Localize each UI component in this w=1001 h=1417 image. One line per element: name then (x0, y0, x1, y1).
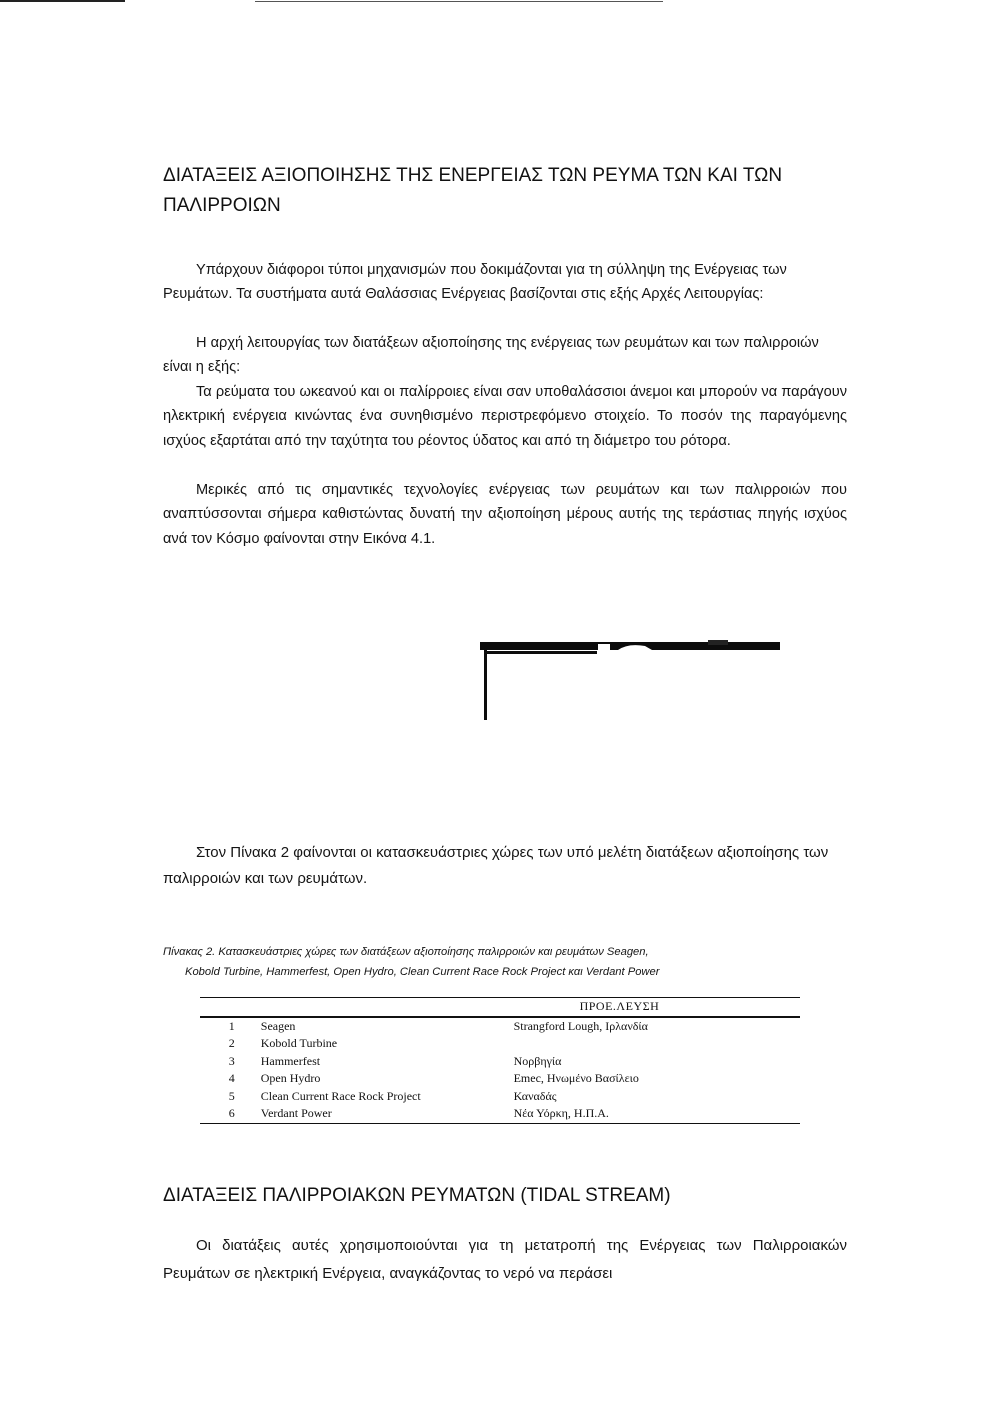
section-heading: ΔΙΑΤΑΞΕΙΣ ΑΞΙΟΠΟΙΗΣΗΣ ΤΗΣ ΕΝΕΡΓΕΙΑΣ ΤΩΝ ΡΕΥΜΑ ΤΩΝ ΚΑΙ ΤΩΝ ΠΑΛΙΡΡΟΙΩΝ (163, 165, 783, 216)
header-name (261, 998, 514, 1017)
row-origin: Νέα Υόρκη, Η.Π.Α. (513, 1106, 609, 1120)
paragraph-ocean-currents: Τα ρεύματα του ωκεανού και οι παλίρροιες είναι σαν υποθαλάσσιοι άνεμοι και μπορούν να παράγουν ηλεκτρική ενέργεια κινώντας ένα συνηθισμένο περιστρεφόμενο στοιχείο. Το ποσόν της παραγόμενης ισχύος εξαρτάται από την ταχύτητα του ρέοντος ύδατος και από τη διάμετρο του ρότορα. (163, 384, 847, 449)
table-row (200, 1017, 800, 1036)
paragraph-principle: Η αρχή λειτουργίας των διατάξεων αξιοποίησης της ενέργειας των ρευμάτων και των παλιρροιών είναι η εξής: (163, 335, 819, 376)
row-device: Hammerfest (260, 1053, 321, 1068)
header-origin: ΠΡΟΕ.ΛΕΥΣΗ (579, 999, 660, 1013)
row-origin: Νορβηγία (513, 1053, 562, 1068)
table-caption (163, 942, 863, 982)
table-row (200, 1035, 800, 1053)
table-row (200, 1053, 800, 1071)
paragraph-technologies: Μερικές από τις σημαντικές τεχνολογίες ενέργειας των ρευμάτων και των παλιρροιών που αναπτύσσονται σήμερα καθιστώντας δυνατή την αξιοποίηση μέρους αυτής της τεράστιας πηγής ισχύος ανά τον Κόσμο φαίνονται στην Εικόνα 4.1. (163, 482, 847, 547)
table-caption-line-2: Kobold Turbine, Hammerfest, Open Hydro, Clean Current Race Rock Project και Verdant Power (185, 966, 660, 978)
row-number: 5 (228, 1088, 235, 1103)
table-header-row (200, 998, 800, 1017)
table-container (200, 997, 800, 1124)
row-number: 2 (228, 1036, 235, 1050)
table-caption-line-1: Πίνακας 2. Κατασκευάστριες χώρες των διατάξεων αξιοποίησης παλιρροιών και ρευμάτων Seagen, (163, 946, 649, 958)
header-number (200, 998, 261, 1017)
row-device: Open Hydro (260, 1071, 321, 1085)
figure-4-1-fragment (480, 638, 780, 720)
figure-top-gap (598, 644, 610, 650)
row-device: Verdant Power (260, 1106, 332, 1120)
figure-top-mark (708, 640, 728, 645)
row-number: 6 (228, 1106, 235, 1120)
row-number: 3 (228, 1053, 235, 1068)
row-origin (514, 1035, 800, 1053)
figure-left-border (484, 648, 487, 720)
scan-edge-mark (0, 0, 125, 2)
row-origin: Καναδάς (513, 1088, 557, 1103)
figure-inner-rule (487, 651, 597, 654)
row-number: 4 (228, 1071, 235, 1085)
row-device: Clean Current Race Rock Project (260, 1088, 421, 1103)
row-number: 1 (228, 1018, 235, 1033)
table-row (200, 1088, 800, 1106)
paragraph-intro: Υπάρχουν διάφοροι τύποι μηχανισμών που δοκιμάζονται για τη σύλληψη της Ενέργειας των Ρευμάτων. Τα συστήματα αυτά Θαλάσσιας Ενέργειας βασίζονται στις εξής Αρχές Λειτουργίας: (163, 262, 787, 303)
scan-edge-line (255, 1, 663, 2)
paragraph-tidal-stream: Οι διατάξεις αυτές χρησιμοποιούνται για τη μετατροπή της Ενέργειας των Παλιρροιακών Ρευμάτων σε ηλεκτρική Ενέργεια, αναγκάζοντας το νερό να περάσει (163, 1237, 847, 1282)
paragraph-table-reference: Στον Πίνακα 2 φαίνονται οι κατασκευάστριες χώρες των υπό μελέτη διατάξεων αξιοποίησης των παλιρροιών και των ρευμάτων. (163, 844, 829, 887)
table-row (200, 1105, 800, 1123)
origins-table (200, 997, 800, 1124)
row-device: Kobold Turbine (260, 1036, 338, 1050)
row-origin: Emec, Ηνωμένο Βασίλειο (513, 1071, 639, 1085)
section-heading-tidal-stream: ΔΙΑΤΑΞΕΙΣ ΠΑΛΙΡΡΟΙΑΚΩΝ ΡΕΥΜΑΤΩΝ (TIDAL STREAM) (163, 1185, 671, 1206)
row-origin: Strangford Lough, Ιρλανδία (513, 1018, 648, 1033)
row-device: Seagen (260, 1018, 296, 1033)
table-row (200, 1070, 800, 1088)
